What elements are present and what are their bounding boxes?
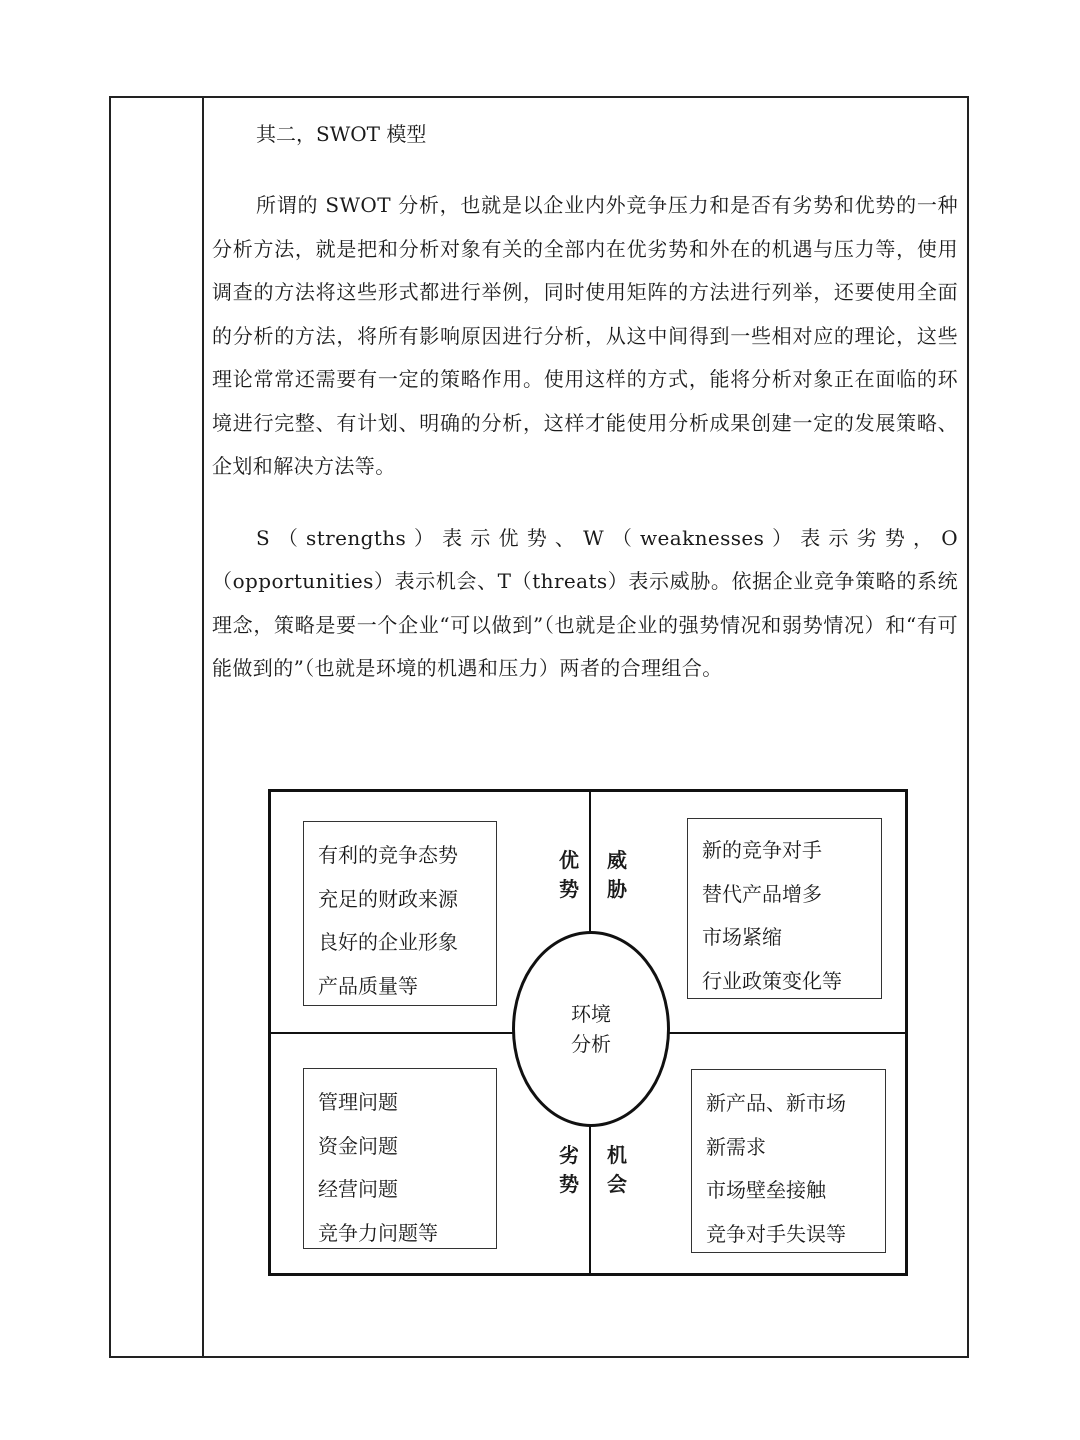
paragraph-swot-definition: 所谓的 SWOT 分析，也就是以企业内外竞争压力和是否有劣势和优势的一种分析方法，就是把和分析对象有关的全部内在优劣势和外在的机遇与压力等，使用调查的方法将这些形式都进行举例，同时使用矩阵的方法进行列举，还要使用全面的分析的方法，将所有影响原因进行分析，从这中间得到一些相对应的理论，这些理论常常还需要有一定的策略作用。使用这样的方式，能将分析对象正在面临的环境进行完整、有计划、明确的分析，这样才能使用分析成果创建一定的发展策略、企划和解决方法等。 [212,193,958,478]
strengths-item: 产品质量等 [318,973,418,998]
environment-analysis-ellipse [512,931,670,1127]
threats-item: 替代产品增多 [702,881,822,906]
weaknesses-box [303,1068,497,1249]
weaknesses-item: 资金问题 [318,1133,398,1158]
opportunities-item: 新产品、新市场 [706,1091,846,1115]
strengths-item: 充足的财政来源 [318,886,458,911]
weaknesses-item: 管理问题 [318,1090,398,1114]
opportunities-item: 新需求 [706,1134,766,1159]
opportunities-item: 市场壁垒接触 [706,1178,826,1202]
center-label-line: 分析 [571,1032,611,1056]
center-label-line: 环境 [571,1002,611,1026]
section-heading: 其二，SWOT 模型 [256,122,427,146]
strengths-item: 良好的企业形象 [318,930,458,954]
threats-label: 威 胁 [607,848,627,901]
threats-item: 行业政策变化等 [702,968,842,993]
weaknesses-label: 劣 势 [559,1143,579,1196]
opportunities-box [691,1069,886,1253]
strengths-box [303,821,497,1006]
opportunities-item: 竞争对手失误等 [706,1221,846,1246]
document-content [212,110,958,691]
weaknesses-item: 经营问题 [318,1177,398,1201]
threats-box [687,818,882,999]
threats-item: 新的竞争对手 [702,838,822,862]
opportunities-label: 机 会 [607,1143,627,1196]
left-margin-divider [202,98,204,1356]
strengths-label: 优 势 [559,848,579,901]
paragraph-swot-letters: S（strengths）表示优势、W（weaknesses）表示劣势，O（opportunities）表示机会、T（threats）表示威胁。依据企业竞争策略的系统理念，策略是要一个企业“可以做到”（也就是企业的强势情况和弱势情况）和“有可能做到的”（也就是环境的机遇和压力）两者的合理组合。 [212,525,958,680]
strengths-item: 有利的竞争态势 [318,843,458,867]
swot-diagram [268,789,908,1276]
threats-item: 市场紧缩 [702,925,782,949]
weaknesses-item: 竞争力问题等 [318,1220,438,1245]
